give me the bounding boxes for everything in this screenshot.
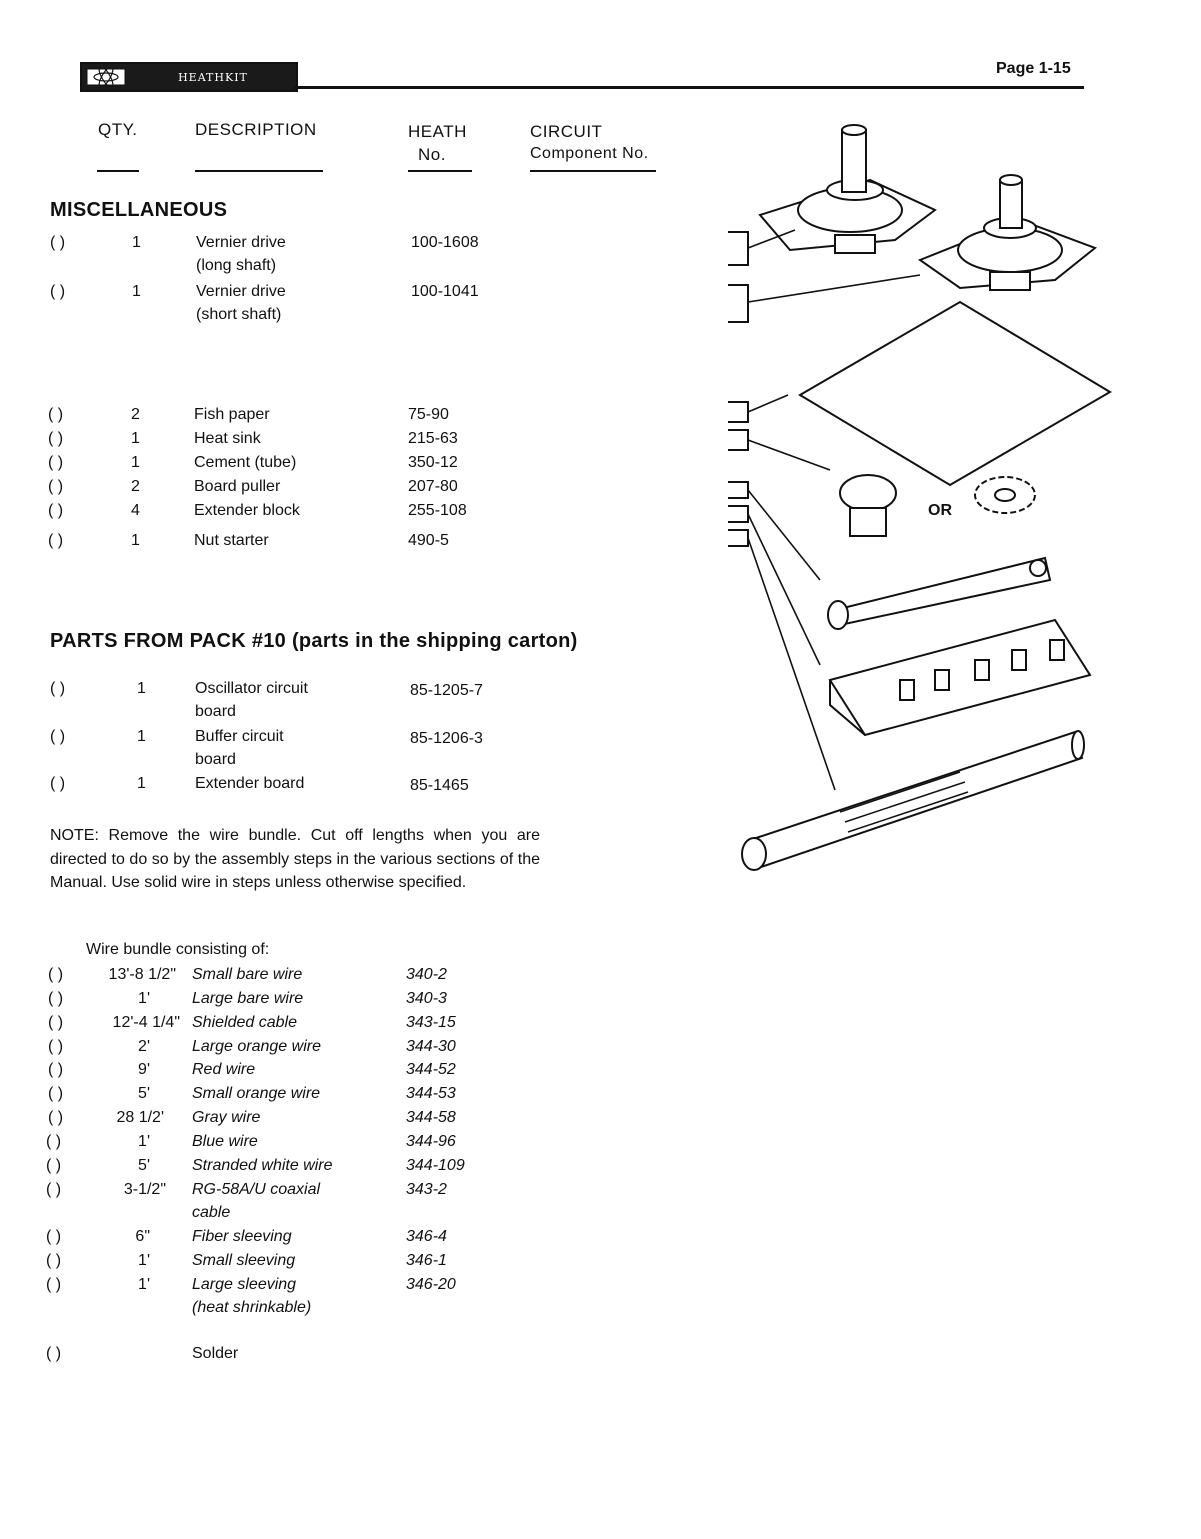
item-part-number: 85-1205-7 — [410, 682, 483, 699]
checkbox[interactable]: ( ) — [50, 680, 66, 697]
header-heath-no: No. — [418, 145, 446, 164]
item-qty: 2 — [131, 406, 140, 423]
item-description-line2: (long shaft) — [196, 257, 277, 274]
item-part-number: 344-96 — [406, 1133, 456, 1150]
checkbox[interactable]: ( ) — [46, 1157, 62, 1174]
item-description: Board puller — [194, 478, 281, 495]
item-description: RG-58A/U coaxial — [192, 1181, 321, 1198]
item-qty: 1 — [137, 728, 146, 745]
checkbox[interactable]: ( ) — [46, 1133, 62, 1150]
item-qty: 1 — [137, 775, 146, 792]
item-part-number: 215-63 — [408, 430, 458, 447]
item-description: Extender block — [194, 502, 300, 519]
page-label: Page 1-15 — [996, 60, 1071, 77]
item-part-number: 346-4 — [406, 1228, 447, 1245]
checkbox[interactable]: ( ) — [48, 1061, 64, 1078]
or-label: OR — [928, 502, 952, 519]
wire-bundle-heading: Wire bundle consisting of: — [86, 941, 270, 958]
checkbox[interactable]: ( ) — [48, 966, 64, 983]
vernier-drive-short-icon — [920, 175, 1095, 290]
item-part-number: 255-108 — [408, 502, 467, 519]
note-text: NOTE: Remove the wire bundle. Cut off lengths when you are directed to do so by the assembly steps in the various sections of the Manual. Use solid wire in steps unless otherwise specified. — [50, 827, 540, 891]
item-description: Large sleeving — [192, 1276, 297, 1293]
item-qty: 1 — [131, 454, 140, 471]
item-qty: 4 — [131, 502, 140, 519]
checkbox[interactable]: ( ) — [46, 1252, 62, 1269]
header-circuit: CIRCUIT — [530, 122, 603, 141]
checkbox[interactable]: ( ) — [50, 775, 66, 792]
item-description: Heat sink — [194, 430, 261, 447]
item-description: Vernier drive — [196, 234, 286, 251]
item-qty: 3-1/2" — [123, 1181, 166, 1198]
checkbox[interactable]: ( ) — [48, 1014, 64, 1031]
qty-underline — [97, 170, 139, 172]
header-heath: HEATH — [408, 122, 467, 141]
checkbox[interactable]: ( ) — [46, 1345, 62, 1362]
item-qty: 1' — [138, 1252, 150, 1269]
item-part-number: 344-109 — [406, 1157, 465, 1174]
item-part-number: 490-5 — [408, 532, 449, 549]
section-miscellaneous: MISCELLANEOUS — [50, 199, 228, 221]
checkbox[interactable]: ( ) — [48, 1085, 64, 1102]
item-qty: 1' — [138, 990, 150, 1007]
nut-starter-icon — [742, 731, 1084, 870]
item-qty: 1' — [138, 1276, 150, 1293]
checkbox[interactable]: ( ) — [48, 990, 64, 1007]
checkbox[interactable]: ( ) — [48, 430, 64, 447]
section-pack-10: PARTS FROM PACK #10 (parts in the shipping carton) — [50, 630, 578, 652]
leader-arrow — [748, 395, 788, 412]
item-description: Small orange wire — [192, 1085, 321, 1102]
item-qty: 5' — [138, 1157, 150, 1174]
heathkit-logo — [80, 62, 298, 92]
item-qty: 2' — [138, 1038, 150, 1055]
item-description: Large bare wire — [192, 990, 304, 1007]
leader-arrow — [748, 440, 830, 470]
item-part-number: 340-3 — [406, 990, 447, 1007]
item-description: Large orange wire — [192, 1038, 321, 1055]
item-part-number: 85-1465 — [410, 777, 469, 794]
checkbox[interactable]: ( ) — [50, 283, 66, 300]
item-qty: 1' — [138, 1133, 150, 1150]
item-part-number: 207-80 — [408, 478, 458, 495]
header-qty: QTY. — [98, 120, 138, 139]
bracket-icon — [728, 430, 748, 450]
item-description: Nut starter — [194, 532, 269, 549]
checkbox[interactable]: ( ) — [48, 502, 64, 519]
item-qty: 1 — [131, 430, 140, 447]
item-part-number: 340-2 — [406, 966, 447, 983]
item-qty: 28 1/2' — [116, 1109, 164, 1126]
item-description-line2: (short shaft) — [196, 306, 282, 323]
leader-arrow — [748, 538, 835, 790]
checkbox[interactable]: ( ) — [48, 478, 64, 495]
item-description: Fish paper — [194, 406, 270, 423]
item-description-line2: board — [195, 751, 236, 768]
item-qty: 1 — [132, 283, 141, 300]
item-part-number: 350-12 — [408, 454, 458, 471]
item-description: Vernier drive — [196, 283, 286, 300]
item-part-number: 75-90 — [408, 406, 449, 423]
item-description-line2: (heat shrinkable) — [192, 1299, 312, 1316]
item-part-number: 344-52 — [406, 1061, 456, 1078]
checkbox[interactable]: ( ) — [48, 1038, 64, 1055]
item-description: Fiber sleeving — [192, 1228, 292, 1245]
item-qty: 13'-8 1/2" — [108, 966, 176, 983]
item-description-line2: board — [195, 703, 236, 720]
item-qty: 9' — [138, 1061, 150, 1078]
item-qty: 5' — [138, 1085, 150, 1102]
brand-name: HEATHKIT — [178, 70, 248, 84]
header-rule — [294, 86, 1084, 89]
item-description: Small bare wire — [192, 966, 303, 983]
leader-arrow — [748, 275, 920, 302]
item-description: Cement (tube) — [194, 454, 297, 471]
item-description: Oscillator circuit — [195, 680, 308, 697]
board-puller-icon — [828, 558, 1050, 629]
checkbox[interactable]: ( ) — [48, 532, 64, 549]
checkbox[interactable]: ( ) — [48, 454, 64, 471]
item-description: Small sleeving — [192, 1252, 296, 1269]
item-part-number: 85-1206-3 — [410, 730, 483, 747]
bracket-icon — [728, 482, 748, 546]
item-description: Gray wire — [192, 1109, 261, 1126]
heat-sink-icon — [840, 475, 896, 536]
item-qty: 1 — [137, 680, 146, 697]
checkbox[interactable]: ( ) — [50, 234, 66, 251]
checkbox[interactable]: ( ) — [46, 1228, 62, 1245]
header-description: DESCRIPTION — [195, 120, 317, 139]
item-description: Shielded cable — [192, 1014, 297, 1031]
item-part-number: 344-53 — [406, 1085, 456, 1102]
bracket-icon — [728, 402, 748, 422]
checkbox[interactable]: ( ) — [46, 1276, 62, 1293]
item-part-number: 343-2 — [406, 1181, 447, 1198]
item-part-number: 100-1041 — [411, 283, 479, 300]
item-description: Red wire — [192, 1061, 256, 1078]
item-description: Solder — [192, 1345, 239, 1362]
note-paragraph — [50, 824, 540, 895]
item-qty: 2 — [131, 478, 140, 495]
item-part-number: 344-30 — [406, 1038, 456, 1055]
item-qty: 6" — [135, 1228, 150, 1245]
checkbox[interactable]: ( ) — [48, 1109, 64, 1126]
item-part-number: 343-15 — [406, 1014, 456, 1031]
fish-paper-icon — [800, 302, 1110, 485]
item-description: Blue wire — [192, 1133, 258, 1150]
heat-sink-alt-icon — [975, 477, 1035, 513]
item-part-number: 346-20 — [406, 1276, 456, 1293]
heath-underline — [408, 170, 472, 172]
item-description-line2: cable — [192, 1204, 231, 1221]
checkbox[interactable]: ( ) — [46, 1181, 62, 1198]
item-qty: 1 — [132, 234, 141, 251]
item-qty: 12'-4 1/4" — [112, 1014, 180, 1031]
item-qty: 1 — [131, 532, 140, 549]
extender-block-icon — [830, 620, 1090, 735]
atom-logo-icon — [82, 66, 130, 88]
item-description: Extender board — [195, 775, 305, 792]
item-description: Buffer circuit — [195, 728, 284, 745]
circuit-underline — [530, 170, 656, 172]
item-part-number: 100-1608 — [411, 234, 479, 251]
bracket-icon — [728, 285, 748, 322]
description-underline — [195, 170, 323, 172]
bracket-icon — [728, 232, 748, 265]
item-part-number: 344-58 — [406, 1109, 456, 1126]
checkbox[interactable]: ( ) — [50, 728, 66, 745]
item-description: Stranded white wire — [192, 1157, 333, 1174]
header-component-no: Component No. — [530, 145, 649, 162]
item-part-number: 346-1 — [406, 1252, 447, 1269]
parts-illustration — [720, 110, 1120, 890]
checkbox[interactable]: ( ) — [48, 406, 64, 423]
